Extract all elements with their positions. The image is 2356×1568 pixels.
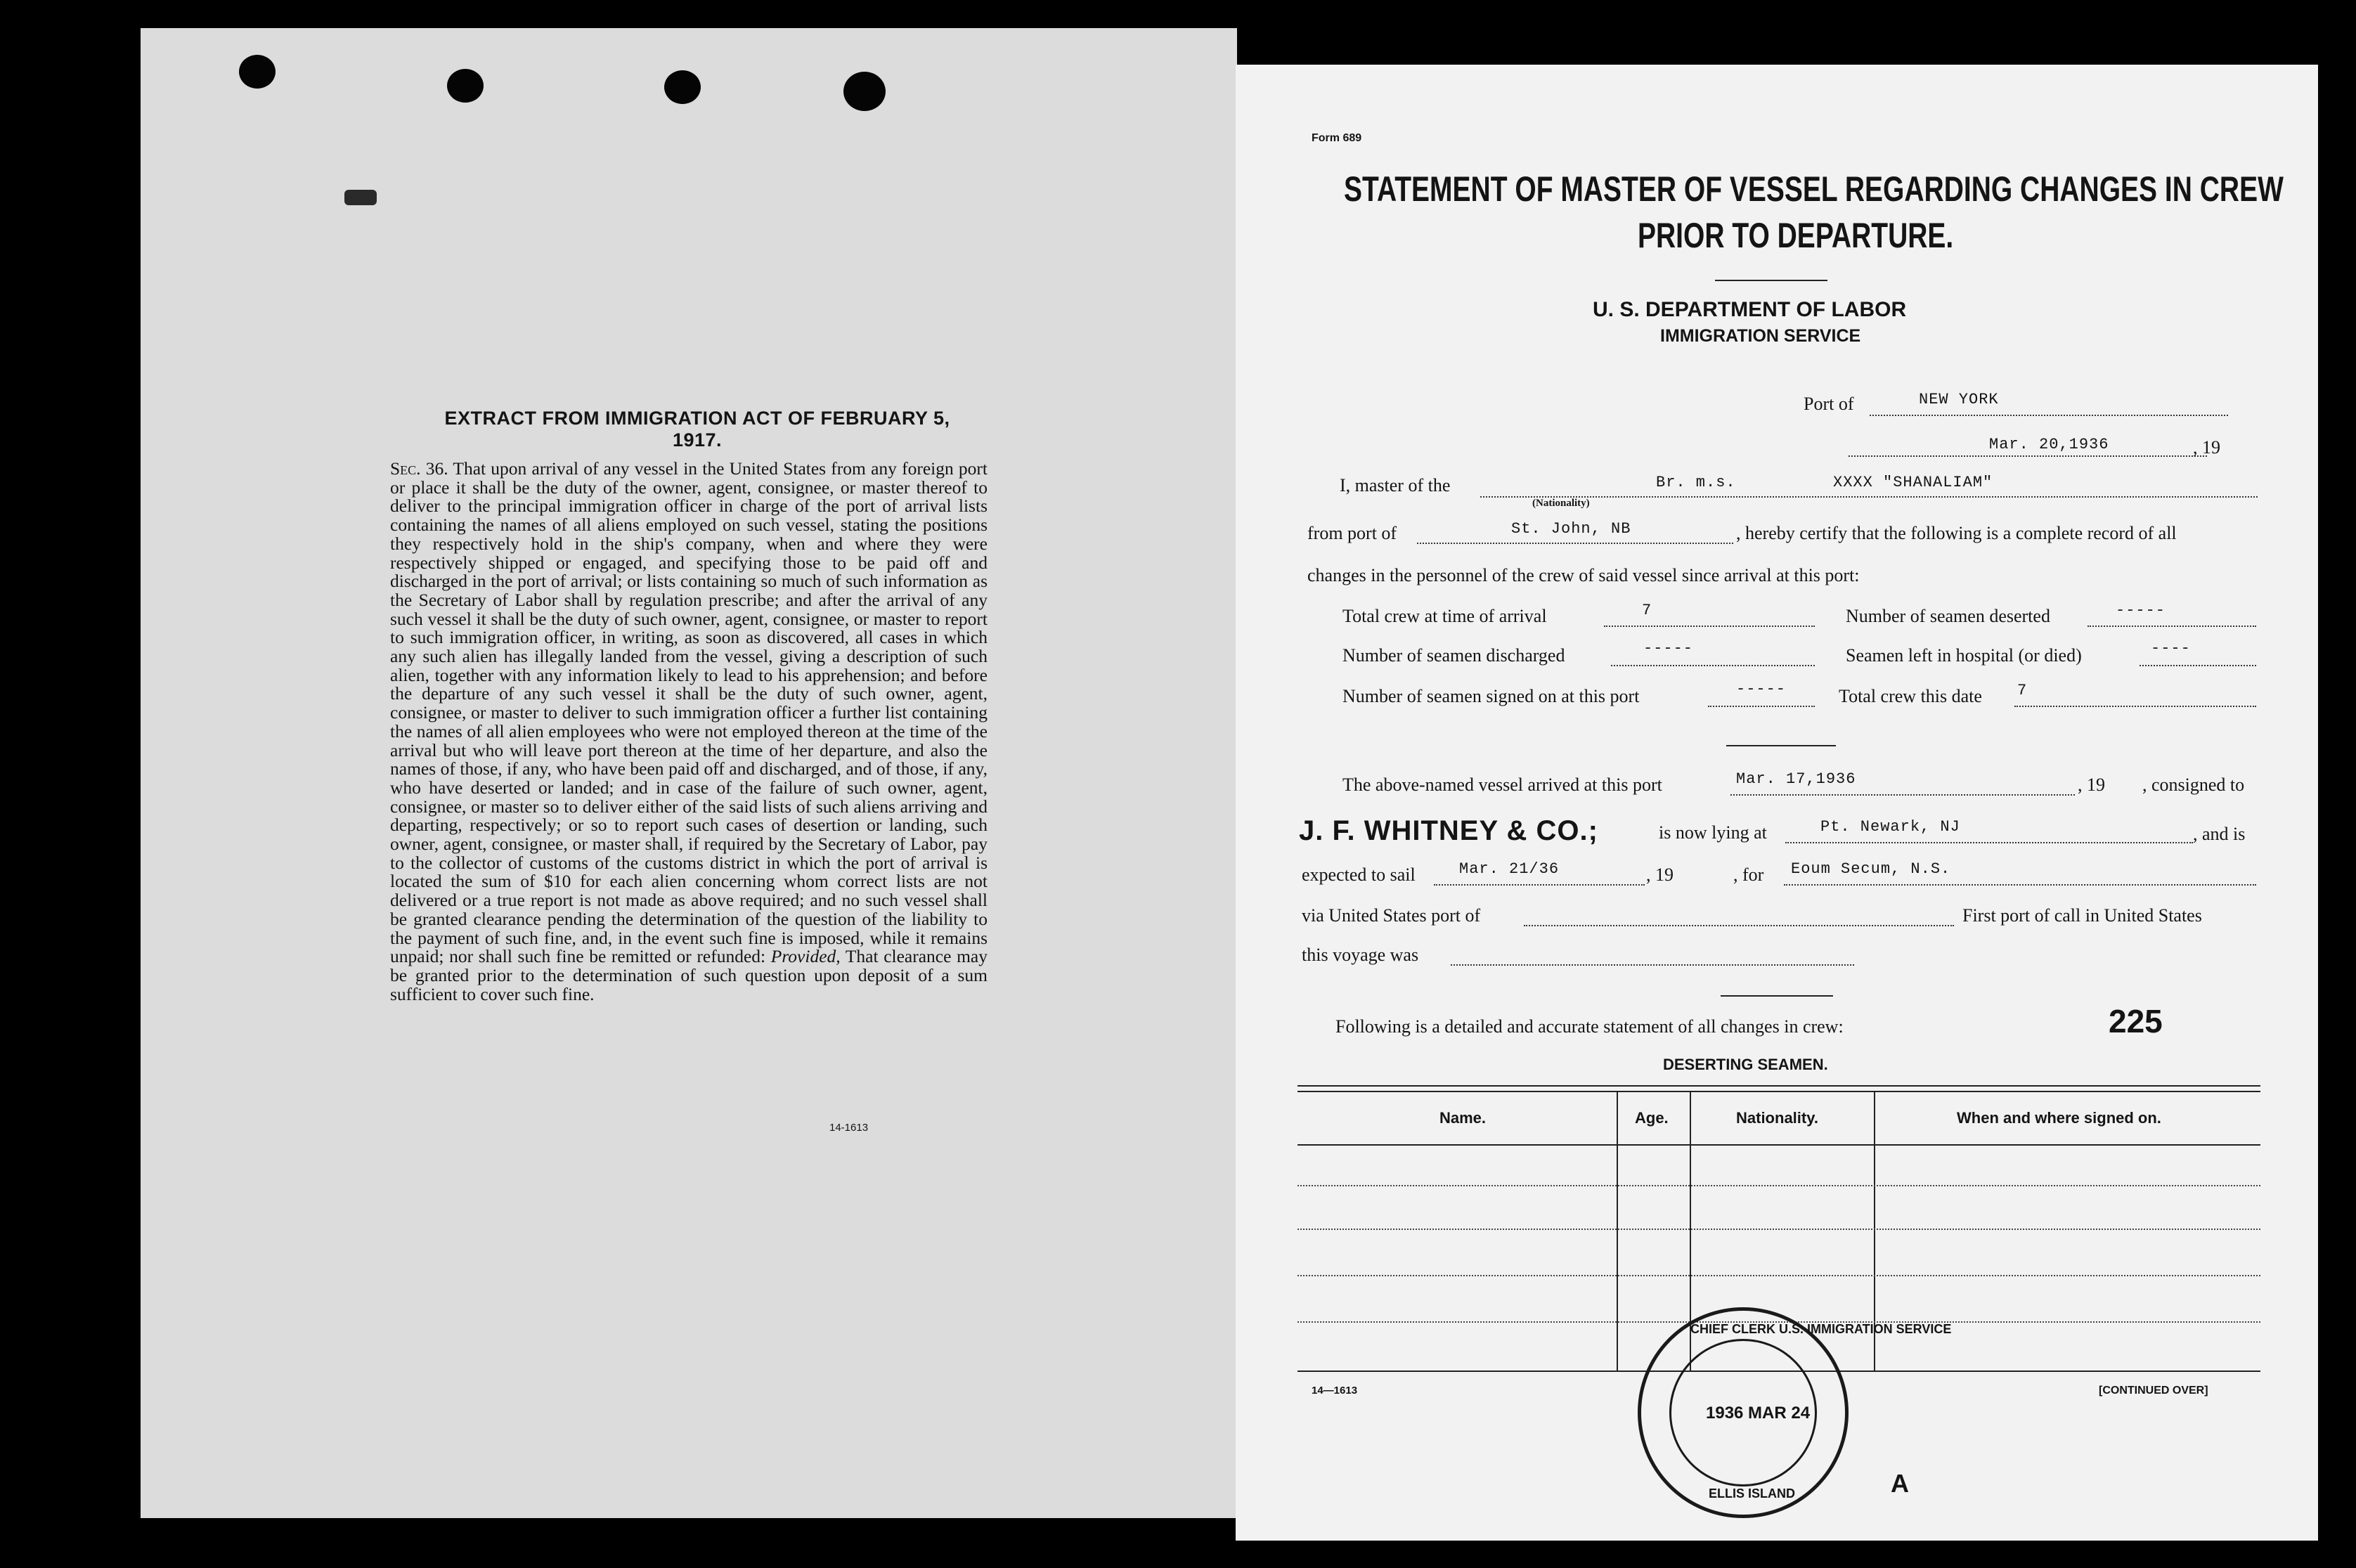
signed-on-value: ----- xyxy=(1736,680,1787,698)
extract-text: That upon arrival of any vessel in the United States from any foreign port or place it shall be the duty of the owner, agent, consignee, or master thereof to deliver to the principal immigration officer in charge of the port of arrival lists containing the names of all aliens employed on such vessel, stating the positions they respectively hold in the ship's company, when and where they were respectively shipped or engaged, and specifying those to be paid off and discharged in the port of arrival; or lists containing so much of such information as the Secretary of Labor shall by regulation prescribe; and after the arrival of any such vessel it shall be the duty of such owner, agent, consignee, or master to report to such immigration officer, in writing, as soon as discovered, all cases in which any such alien has illegally landed from the vessel, giving a description of such alien, together with any information likely to lead to his apprehension; and before the departure of any such vessel it shall be the duty of such owner, agent, consignee, or master to deliver to such immigration officer a further list containing the names of all alien employees who were not employed thereon at the time of the arrival but who will leave port thereon at the time of her departure, and also the names of those, if any, who have been paid off and discharged, and of those, if any, who have deserted or landed; and in case of the failure of such owner, agent, consignee, or master so to deliver either of the said lists of such aliens arriving and departing, respectively; or so to report such cases of desertion or landing, such owner, agent, consignee, or master shall, if required by the Secretary of Labor, pay to the collector of customs of the customs district in which the port of arrival is located the sum of $10 for each alien concerning whom correct lists are not delivered or a true report is not made as above required; and no such vessel shall be granted clearance pending the determination of the question of the liability to the payment of such fine, and, in the event such fine is imposed, while it remains unpaid; nor shall such fine be remitted or refunded: xyxy=(390,458,988,967)
total-crew-arrival-value: 7 xyxy=(1642,602,1652,619)
binder-hole xyxy=(664,70,701,104)
form-title-line2: PRIOR TO DEPARTURE. xyxy=(1638,216,1954,255)
department-name: U. S. DEPARTMENT OF LABOR xyxy=(1593,298,1907,321)
stamp-text-top: CHIEF CLERK U.S. IMMIGRATION SERVICE xyxy=(1690,1322,1952,1336)
deserted-label: Number of seamen deserted xyxy=(1846,606,2050,626)
lying-line xyxy=(1785,842,2193,843)
title-divider xyxy=(1715,280,1827,281)
deserting-seamen-heading: DESERTING SEAMEN. xyxy=(1663,1056,1828,1073)
margin-mark: A xyxy=(1891,1469,1909,1498)
certify-text: , hereby certify that the following is a complete record of all xyxy=(1736,523,2177,543)
following-label: Following is a detailed and accurate statement of all changes in crew: xyxy=(1335,1016,1844,1037)
port-value: NEW YORK xyxy=(1919,391,1999,408)
year-suffix: , 19 xyxy=(2193,437,2220,458)
consigned-label: , consigned to xyxy=(2142,775,2245,795)
binder-hole xyxy=(447,69,484,103)
and-is-text: , and is xyxy=(2193,824,2246,844)
signed-on-line xyxy=(1708,706,1815,707)
form-number-footer: 14—1613 xyxy=(1312,1385,1358,1397)
form-label: Form 689 xyxy=(1312,132,1362,144)
hospital-line xyxy=(2140,665,2256,666)
total-crew-date-value: 7 xyxy=(2017,682,2028,699)
for-line xyxy=(1784,884,2256,886)
port-line xyxy=(1870,415,2228,416)
via-line xyxy=(1524,925,1954,926)
total-crew-arrival-line xyxy=(1604,626,1815,627)
extract-heading: EXTRACT FROM IMMIGRATION ACT OF FEBRUARY 5, 1917. xyxy=(444,408,950,451)
nationality-caption: (Nationality) xyxy=(1532,498,1590,509)
receipt-stamp xyxy=(1638,1307,1952,1518)
from-port-value: St. John, NB xyxy=(1511,520,1631,538)
discharged-label: Number of seamen discharged xyxy=(1342,645,1565,666)
discharged-line xyxy=(1611,665,1815,666)
voyage-line xyxy=(1451,964,1854,966)
total-crew-date-label: Total crew this date xyxy=(1839,686,1982,706)
provided-word: Provided, xyxy=(770,946,841,967)
binder-hole xyxy=(239,55,276,89)
arrived-year-suffix: , 19 xyxy=(2078,775,2105,795)
table-header-rule xyxy=(1297,1144,2260,1146)
binder-hole xyxy=(843,72,886,111)
for-value: Eoum Secum, N.S. xyxy=(1791,860,1951,878)
discharged-value: ----- xyxy=(1643,640,1694,657)
form-title-line1: STATEMENT OF MASTER OF VESSEL REGARDING CHANGES IN CREW xyxy=(1344,169,2284,209)
table-top-rule-2 xyxy=(1297,1091,2260,1092)
from-port-line xyxy=(1417,543,1733,544)
hospital-value: ---- xyxy=(2151,640,2191,657)
arrived-value: Mar. 17,1936 xyxy=(1736,770,1856,788)
arrived-label: The above-named vessel arrived at this port xyxy=(1342,775,1662,795)
stamp-number: 225 xyxy=(2109,1003,2163,1039)
signed-on-label: Number of seamen signed on at this port xyxy=(1342,686,1640,706)
table-row xyxy=(1297,1275,2260,1276)
expected-label: expected to sail xyxy=(1302,864,1416,885)
staple-mark xyxy=(344,190,377,205)
table-top-rule xyxy=(1297,1085,2260,1087)
hospital-label: Seamen left in hospital (or died) xyxy=(1846,645,2082,666)
total-crew-arrival-label: Total crew at time of arrival xyxy=(1342,606,1547,626)
expected-year-suffix: , 19 xyxy=(1646,864,1674,885)
expected-value: Mar. 21/36 xyxy=(1459,860,1560,878)
extract-text-end: That clearance may be granted prior to the determination of such question upon deposit of a sum sufficient to cover such fine. xyxy=(390,946,988,1004)
extract-body xyxy=(390,460,988,1004)
col-header-nationality: Nationality. xyxy=(1736,1109,1818,1127)
via-label: via United States port of xyxy=(1302,905,1481,926)
first-port-label: First port of call in United States xyxy=(1962,905,2202,926)
total-crew-date-line xyxy=(2014,706,2256,707)
port-label: Port of xyxy=(1804,394,1854,414)
date-line xyxy=(1849,455,2207,457)
section-label: Sec. 36. xyxy=(390,458,448,479)
lying-value: Pt. Newark, NJ xyxy=(1820,818,1960,836)
consignee-stamp: J. F. WHITNEY & CO.; xyxy=(1299,815,1598,846)
vessel-name-value: XXXX "SHANALIAM" xyxy=(1833,474,1993,491)
continued-over: [CONTINUED OVER] xyxy=(2099,1385,2208,1397)
service-name: IMMIGRATION SERVICE xyxy=(1660,326,1861,346)
master-line xyxy=(1480,496,2258,498)
expected-line xyxy=(1434,884,1645,886)
table-row xyxy=(1297,1229,2260,1230)
col-header-age: Age. xyxy=(1635,1109,1669,1127)
stamp-text-bottom: ELLIS ISLAND xyxy=(1709,1486,1796,1501)
stamp-date: 1936 MAR 24 xyxy=(1706,1404,1811,1423)
table-col-divider xyxy=(1617,1091,1618,1371)
left-form-number: 14-1613 xyxy=(829,1122,869,1134)
lying-label: is now lying at xyxy=(1659,822,1767,843)
col-header-signed-on: When and where signed on. xyxy=(1957,1109,2161,1127)
arrived-line xyxy=(1730,794,2075,796)
section-divider-2 xyxy=(1721,995,1833,997)
deserted-line xyxy=(2088,626,2256,627)
from-port-label: from port of xyxy=(1307,523,1397,543)
nationality-value: Br. m.s. xyxy=(1656,474,1736,491)
for-label: , for xyxy=(1733,864,1764,885)
voyage-label: this voyage was xyxy=(1302,945,1419,965)
changes-text: changes in the personnel of the crew of said vessel since arrival at this port: xyxy=(1307,565,1860,585)
deserted-value: ----- xyxy=(2116,602,2166,619)
master-label: I, master of the xyxy=(1340,475,1451,495)
date-value: Mar. 20,1936 xyxy=(1989,436,2109,453)
section-divider xyxy=(1726,745,1836,746)
table-row xyxy=(1297,1185,2260,1186)
col-header-name: Name. xyxy=(1439,1109,1487,1127)
